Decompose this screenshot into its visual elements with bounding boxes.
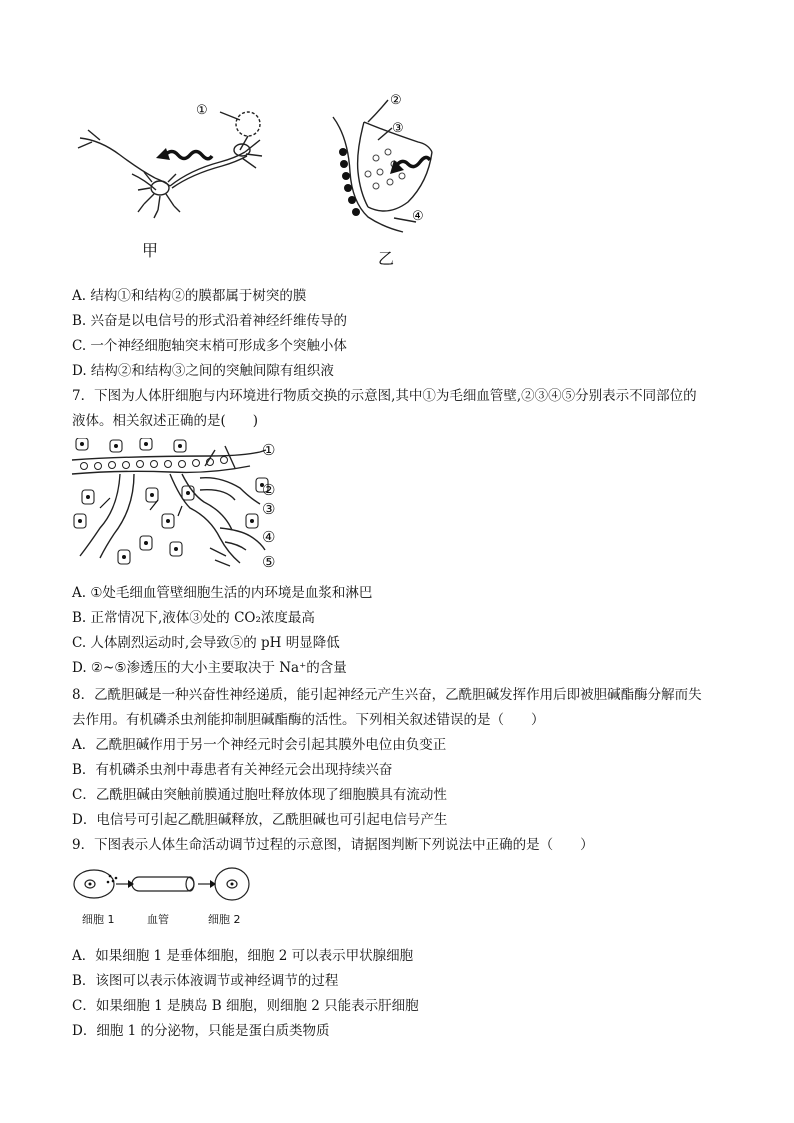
marker-2: ②: [390, 93, 402, 108]
q8-option-c: C．乙酰胆碱由突触前膜通过胞吐释放体现了细胞膜具有流动性: [72, 787, 447, 803]
neuron-diagram: [70, 100, 270, 270]
marker-4: ④: [412, 209, 424, 224]
q7-fig-label-4: ④: [262, 528, 276, 546]
q8-option-b: B．有机磷杀虫剂中毒患者有关神经元会出现持续兴奋: [72, 762, 393, 778]
q8-option-a: A．乙酰胆碱作用于另一个神经元时会引起其膜外电位由负变正: [72, 737, 447, 753]
q8-option-d: D．电信号可引起乙酰胆碱释放，乙酰胆碱也可引起电信号产生: [72, 812, 448, 828]
q7-option-c: C. 人体剧烈运动时,会导致⑤的 pH 明显降低: [72, 635, 340, 651]
q7-fig-label-5: ⑤: [262, 553, 276, 571]
caption-jia: 甲: [142, 241, 159, 260]
q6-option-b: B. 兴奋是以电信号的形式沿着神经纤维传导的: [72, 313, 348, 329]
q8-stem-line1: 8．乙酰胆碱是一种兴奋性神经递质，能引起神经元产生兴奋，乙酰胆碱发挥作用后即被胆碱酯酶分解而失: [72, 687, 702, 703]
q7-fig-label-3: ③: [262, 500, 276, 518]
q7-fig-label-2: ②: [262, 481, 276, 499]
q9-label-vessel: 血管: [147, 913, 169, 926]
marker-1: ①: [196, 103, 208, 118]
q7-fig-label-1: ①: [262, 441, 276, 459]
caption-yi: 乙: [378, 249, 395, 268]
q9-label-cell1: 细胞 1: [82, 913, 115, 926]
q7-option-a: A. ①处毛细血管壁细胞生活的内环境是血浆和淋巴: [72, 585, 373, 601]
q9-option-d: D．细胞 1 的分泌物，只能是蛋白质类物质: [72, 1023, 330, 1039]
q7-stem-line2: 液体。相关叙述正确的是( ): [72, 413, 259, 429]
synapse-diagram: [328, 92, 448, 272]
q6-option-c: C. 一个神经细胞轴突末梢可形成多个突触小体: [72, 338, 347, 354]
q9-option-a: A．如果细胞 1 是垂体细胞，细胞 2 可以表示甲状腺细胞: [72, 948, 414, 964]
q9-option-b: B．该图可以表示体液调节或神经调节的过程: [72, 973, 339, 989]
figure-jia: [70, 100, 270, 270]
q7-option-d: D. ②~⑤渗透压的大小主要取决于 Na⁺的含量: [72, 660, 347, 676]
q9-stem: 9．下图表示人体生命活动调节过程的示意图，请据图判断下列说法中正确的是（ ）: [72, 837, 594, 853]
marker-3: ③: [392, 121, 404, 136]
q8-stem-line2: 去作用。有机磷杀虫剂能抑制胆碱酯酶的活性。下列相关叙述错误的是（ ）: [72, 712, 545, 728]
q7-option-b: B. 正常情况下,液体③处的 CO₂浓度最高: [72, 610, 315, 626]
q6-option-a: A. 结构①和结构②的膜都属于树突的膜: [72, 288, 307, 304]
liver-exchange-diagram: [70, 438, 290, 573]
figure-yi: [328, 92, 448, 272]
q7-stem-line1: 7．下图为人体肝细胞与内环境进行物质交换的示意图,其中①为毛细血管壁,②③④⑤分别表示不同部位的: [72, 388, 697, 404]
q6-option-d: D. 结构②和结构③之间的突触间隙有组织液: [72, 363, 334, 379]
q9-label-cell2: 细胞 2: [208, 913, 241, 926]
figure-q7-liver-exchange: [70, 438, 290, 573]
q9-option-c: C．如果细胞 1 是胰岛 B 细胞，则细胞 2 只能表示肝细胞: [72, 998, 419, 1014]
regulation-diagram: [72, 862, 272, 908]
figure-q9-regulation: [72, 862, 272, 908]
